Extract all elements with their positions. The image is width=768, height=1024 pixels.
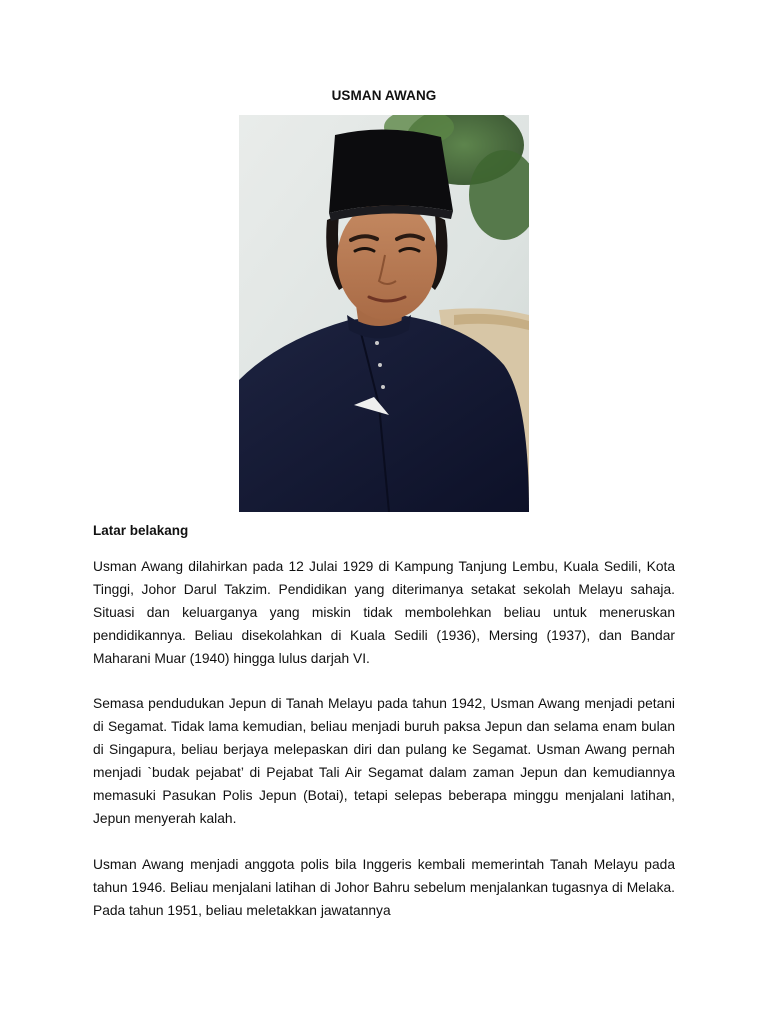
paragraph-3: Usman Awang menjadi anggota polis bila Inggeris kembali memerintah Tanah Melayu pada tahun 1946. Beliau menjalani latihan di Johor Bahru sebelum menjalankan tugasnya di Melaka. Pada tahun 1951, beliau meletakkan jawatannya	[93, 857, 675, 918]
portrait-photo	[239, 115, 529, 512]
paragraph-1: Usman Awang dilahirkan pada 12 Julai 1929 di Kampung Tanjung Lembu, Kuala Sedili, Kota Tinggi, Johor Darul Takzim. Pendidikan yang diterimanya setakat sekolah Melayu sahaja. Situasi dan keluarganya yang miskin tidak membolehkan beliau untuk meneruskan pendidikannya. Beliau disekolahkan di Kuala Sedili (1936), Mersing (1937), dan Bandar Maharani Muar (1940) hingga lulus darjah VI.	[93, 559, 675, 666]
section-heading: Latar belakang	[93, 523, 189, 538]
page-title: USMAN AWANG	[331, 88, 437, 103]
paragraph-2: Semasa pendudukan Jepun di Tanah Melayu pada tahun 1942, Usman Awang menjadi petani di Segamat. Tidak lama kemudian, beliau menjadi buruh paksa Jepun dan selama enam bulan di Singapura, beliau berjaya melepaskan diri dan pulang ke Segamat. Usman Awang pernah menjadi `budak pejabat’ di Pejabat Tali Air Segamat dalam zaman Jepun dan kemudiannya memasuki Pasukan Polis Jepun (Botai), tetapi selepas beberapa minggu menjalani latihan, Jepun menyerah kalah.	[93, 696, 675, 826]
